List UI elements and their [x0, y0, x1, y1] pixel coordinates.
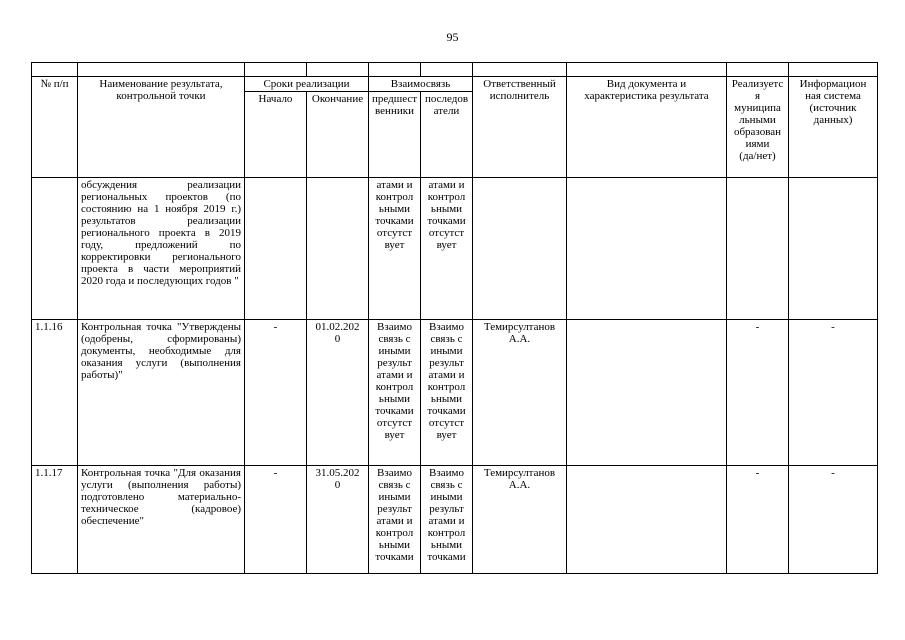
empty-top-row: [32, 63, 878, 77]
header-relation: Взаимосвязь: [369, 77, 473, 92]
header-successors: последов атели: [421, 92, 473, 178]
row-start: -: [245, 320, 307, 466]
header-terms: Сроки реализации: [245, 77, 369, 92]
row-doc: [567, 466, 727, 574]
results-table: [31, 62, 878, 574]
row-municipal: -: [727, 320, 789, 466]
row-predecessors: Взаимо связь с иными результ атами и контрол ьными точками отсутст вует: [369, 320, 421, 466]
row-end: [307, 178, 369, 320]
header-predecessors: предшест венники: [369, 92, 421, 178]
row-num: 1.1.16: [32, 320, 78, 466]
page-number: 95: [446, 30, 459, 44]
header-row-1: [32, 77, 878, 92]
table-row: [32, 466, 878, 574]
row-info: -: [789, 466, 878, 574]
row-successors: Взаимо связь с иными результ атами и контрол ьными точками: [421, 466, 473, 574]
row-name: обсуждения реализации региональных проектов (по состоянию на 1 ноября 2019 г.) результатов реализации регионального проекта в 2019 году, предложений по корректировки регионального проекта в части мероприятий 2020 года и последующих годов ": [78, 178, 245, 320]
row-predecessors: атами и контрол ьными точками отсутст вует: [369, 178, 421, 320]
row-start: [245, 178, 307, 320]
header-name: Наименование результата, контрольной точки: [78, 77, 245, 178]
header-doc-type: Вид документа и характеристика результата: [567, 77, 727, 178]
row-info: [789, 178, 878, 320]
header-municipal: Реализуетс я муниципа льными образован иями (да/нет): [727, 77, 789, 178]
row-municipal: -: [727, 466, 789, 574]
header-num: № п/п: [32, 77, 78, 178]
row-end: 01.02.202 0: [307, 320, 369, 466]
header-end: Окончание: [307, 92, 369, 178]
row-end: 31.05.202 0: [307, 466, 369, 574]
row-name: Контрольная точка "Утверждены (одобрены, сформированы) документы, необходимые для оказания услуги (выполнения работы)": [78, 320, 245, 466]
row-info: -: [789, 320, 878, 466]
header-executor: Ответственный исполнитель: [473, 77, 567, 178]
row-successors: атами и контрол ьными точками отсутст вует: [421, 178, 473, 320]
row-doc: [567, 178, 727, 320]
row-executor: [473, 178, 567, 320]
header-start: Начало: [245, 92, 307, 178]
row-name: Контрольная точка "Для оказания услуги (выполнения работы) подготовлено материально-техническое (кадровое) обеспечение": [78, 466, 245, 574]
header-info-system: Информацион ная система (источник данных): [789, 77, 878, 178]
row-successors: Взаимо связь с иными результ атами и контрол ьными точками отсутст вует: [421, 320, 473, 466]
row-executor: Темирсултанов А.А.: [473, 320, 567, 466]
row-num: [32, 178, 78, 320]
row-num: 1.1.17: [32, 466, 78, 574]
row-doc: [567, 320, 727, 466]
table-row: [32, 178, 878, 320]
row-predecessors: Взаимо связь с иными результ атами и контрол ьными точками: [369, 466, 421, 574]
table-row: [32, 320, 878, 466]
row-start: -: [245, 466, 307, 574]
row-municipal: [727, 178, 789, 320]
row-executor: Темирсултанов А.А.: [473, 466, 567, 574]
